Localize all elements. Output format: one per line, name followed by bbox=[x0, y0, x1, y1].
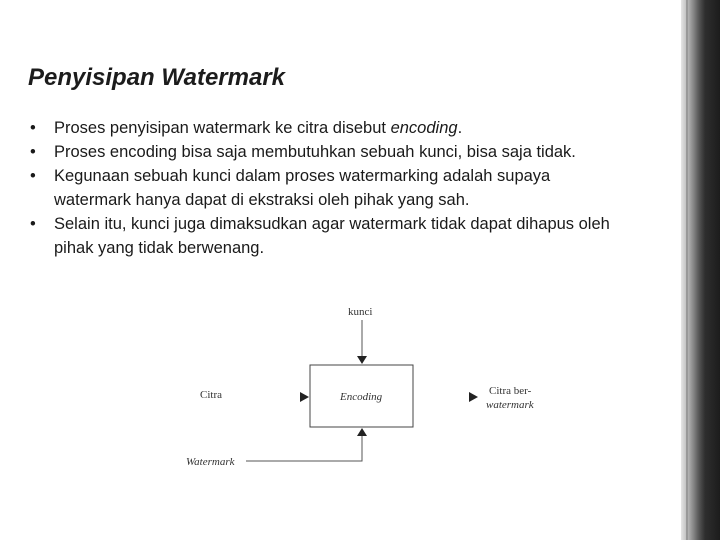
bullet-text: Selain itu, kunci juga dimaksudkan agar watermark tidak dapat dihapus oleh bbox=[54, 215, 610, 233]
bullet-text: Proses penyisipan watermark ke citra disebut bbox=[54, 119, 391, 137]
bullet-dot: • bbox=[30, 215, 36, 233]
slide-edge-line bbox=[686, 0, 688, 540]
watermark-arrow-line bbox=[246, 436, 362, 461]
key-arrow-head bbox=[357, 356, 367, 364]
slide-title: Penyisipan Watermark bbox=[28, 64, 286, 91]
input-arrow-head bbox=[300, 392, 309, 402]
output-label-line1: Citra ber- bbox=[489, 385, 532, 397]
bullet-emphasis: encoding bbox=[390, 119, 458, 137]
encoding-label: Encoding bbox=[340, 391, 383, 403]
watermark-arrow-head bbox=[357, 428, 367, 436]
bullet-text: Proses encoding bisa saja membutuhkan sebuah kunci, bisa saja tidak. bbox=[54, 143, 576, 161]
bullet-dot: • bbox=[30, 167, 36, 185]
bullet-dot: • bbox=[30, 119, 36, 137]
output-label-line2: watermark bbox=[486, 399, 534, 411]
bullet-text: watermark hanya dapat di ekstraksi oleh pihak yang sah. bbox=[54, 191, 470, 209]
bullet-tail: . bbox=[457, 119, 463, 137]
bullet-dot: • bbox=[30, 143, 36, 161]
bullet-text: pihak yang tidak berwenang. bbox=[54, 239, 265, 257]
key-label: kunci bbox=[348, 306, 373, 318]
output-arrow-head bbox=[469, 392, 478, 402]
input-label: Citra bbox=[200, 389, 222, 401]
bullet-text: Kegunaan sebuah kunci dalam proses watermarking adalah supaya bbox=[54, 167, 551, 185]
watermark-label: Watermark bbox=[186, 456, 235, 468]
